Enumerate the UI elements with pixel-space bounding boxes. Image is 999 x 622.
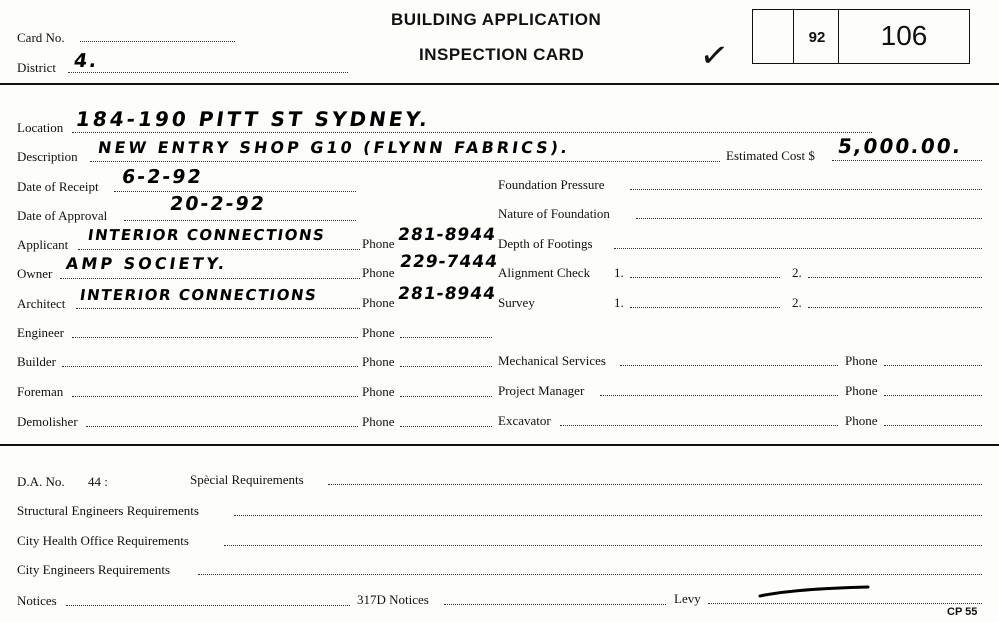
district-label: District [17, 60, 56, 75]
form-title-line2: INSPECTION CARD [419, 45, 585, 64]
description-line[interactable] [90, 161, 720, 162]
card-number-box [752, 9, 970, 64]
district-line[interactable] [68, 72, 348, 73]
city-health-line[interactable] [224, 545, 982, 546]
builder-phone-line[interactable] [400, 366, 492, 367]
card-number: 106 [880, 20, 928, 51]
date-receipt-label: Date of Receipt [17, 179, 99, 194]
demolisher-phone-line[interactable] [400, 426, 492, 427]
applicant-line[interactable] [78, 249, 360, 250]
owner-line[interactable] [60, 278, 360, 279]
project-manager-label: Project Manager [498, 383, 585, 398]
date-receipt-line[interactable] [114, 191, 356, 192]
location-line[interactable] [72, 132, 872, 133]
project-manager-phone-label: Phone [845, 383, 878, 398]
survey-label: Survey [498, 295, 535, 310]
notices-317d-label: 317D Notices [357, 592, 429, 607]
mechanical-services-line[interactable] [620, 365, 838, 366]
alignment-check-1-label: 1. [614, 265, 624, 280]
description-value: NEW ENTRY SHOP G10 (FLYNN FABRICS). [96, 138, 572, 157]
da-no-label: D.A. No. [17, 474, 65, 489]
date-receipt-value: 6-2-92 [120, 166, 205, 188]
notices-label: Notices [17, 593, 57, 608]
card-no-line[interactable] [80, 41, 235, 42]
architect-line[interactable] [76, 308, 360, 309]
builder-line[interactable] [62, 366, 358, 367]
excavator-phone-line[interactable] [884, 425, 982, 426]
architect-label: Architect [17, 296, 66, 311]
nature-foundation-line[interactable] [636, 218, 982, 219]
check-mark-icon: ✓ [697, 34, 732, 78]
header-divider [0, 83, 999, 85]
excavator-label: Excavator [498, 413, 551, 428]
district-value: 4. [72, 50, 100, 72]
excavator-phone-label: Phone [845, 413, 878, 428]
structural-engineers-line[interactable] [234, 515, 982, 516]
description-label: Description [17, 149, 78, 164]
survey-1-label: 1. [614, 295, 624, 310]
owner-label: Owner [17, 266, 53, 281]
alignment-check-1-line[interactable] [630, 277, 780, 278]
form-title-line1: BUILDING APPLICATION [391, 10, 602, 29]
architect-value: INTERIOR CONNECTIONS [78, 286, 319, 304]
levy-pen-stroke [758, 584, 870, 600]
alignment-check-2-label: 2. [792, 265, 802, 280]
architect-phone-value: 281-8944 [396, 284, 498, 304]
foreman-phone-line[interactable] [400, 396, 492, 397]
levy-label: Levy [674, 591, 701, 606]
date-approval-value: 20-2-92 [168, 193, 268, 215]
applicant-phone-value: 281-8944 [396, 225, 498, 245]
survey-2-line[interactable] [808, 307, 982, 308]
da-no-value: 44 : [88, 474, 108, 489]
demolisher-line[interactable] [86, 426, 358, 427]
foundation-pressure-line[interactable] [630, 189, 982, 190]
mechanical-phone-line[interactable] [884, 365, 982, 366]
estimated-cost-label: Estimated Cost $ [726, 148, 815, 163]
levy-line[interactable] [708, 603, 982, 604]
owner-value: AMP SOCIETY. [64, 254, 229, 273]
foreman-phone-label: Phone [362, 384, 395, 399]
card-series-number: 92 [808, 29, 826, 46]
applicant-label: Applicant [17, 237, 69, 252]
date-approval-label: Date of Approval [17, 208, 108, 223]
demolisher-label: Demolisher [17, 414, 78, 429]
builder-label: Builder [17, 354, 56, 369]
city-engineers-label: City Engineers Requirements [17, 562, 171, 577]
notices-317d-line[interactable] [444, 604, 666, 605]
architect-phone-label: Phone [362, 295, 395, 310]
owner-phone-label: Phone [362, 265, 395, 280]
structural-engineers-label: Structural Engineers Requirements [17, 503, 199, 518]
foreman-label: Foreman [17, 384, 64, 399]
mechanical-services-label: Mechanical Services [498, 353, 606, 368]
foundation-pressure-label: Foundation Pressure [498, 177, 605, 192]
estimated-cost-value: 5,000.00. [836, 134, 964, 158]
notices-line[interactable] [66, 605, 350, 606]
estimated-cost-line[interactable] [832, 160, 982, 161]
owner-phone-value: 229-7444 [398, 252, 500, 272]
engineer-line[interactable] [72, 337, 358, 338]
card-no-label: Card No. [17, 30, 65, 45]
special-requirements-label: Spècial Requirements [190, 472, 304, 487]
engineer-phone-label: Phone [362, 325, 395, 340]
demolisher-phone-label: Phone [362, 414, 395, 429]
mechanical-phone-label: Phone [845, 353, 878, 368]
applicant-phone-label: Phone [362, 236, 395, 251]
location-value: 184-190 PITT ST SYDNEY. [74, 107, 432, 131]
builder-phone-label: Phone [362, 354, 395, 369]
excavator-line[interactable] [560, 425, 838, 426]
project-manager-phone-line[interactable] [884, 395, 982, 396]
engineer-label: Engineer [17, 325, 64, 340]
alignment-check-2-line[interactable] [808, 277, 982, 278]
survey-1-line[interactable] [630, 307, 780, 308]
nature-foundation-label: Nature of Foundation [498, 206, 610, 221]
location-label: Location [17, 120, 64, 135]
survey-2-label: 2. [792, 295, 802, 310]
engineer-phone-line[interactable] [400, 337, 492, 338]
project-manager-line[interactable] [600, 395, 838, 396]
applicant-value: INTERIOR CONNECTIONS [86, 226, 327, 244]
city-engineers-line[interactable] [198, 574, 982, 575]
depth-footings-line[interactable] [614, 248, 982, 249]
alignment-check-label: Alignment Check [498, 265, 591, 280]
foreman-line[interactable] [72, 396, 358, 397]
section-divider [0, 444, 999, 446]
form-code: CP 55 [947, 606, 978, 618]
depth-footings-label: Depth of Footings [498, 236, 593, 251]
city-health-label: City Health Office Requirements [17, 533, 189, 548]
date-approval-line[interactable] [124, 220, 356, 221]
special-requirements-line[interactable] [328, 484, 982, 485]
